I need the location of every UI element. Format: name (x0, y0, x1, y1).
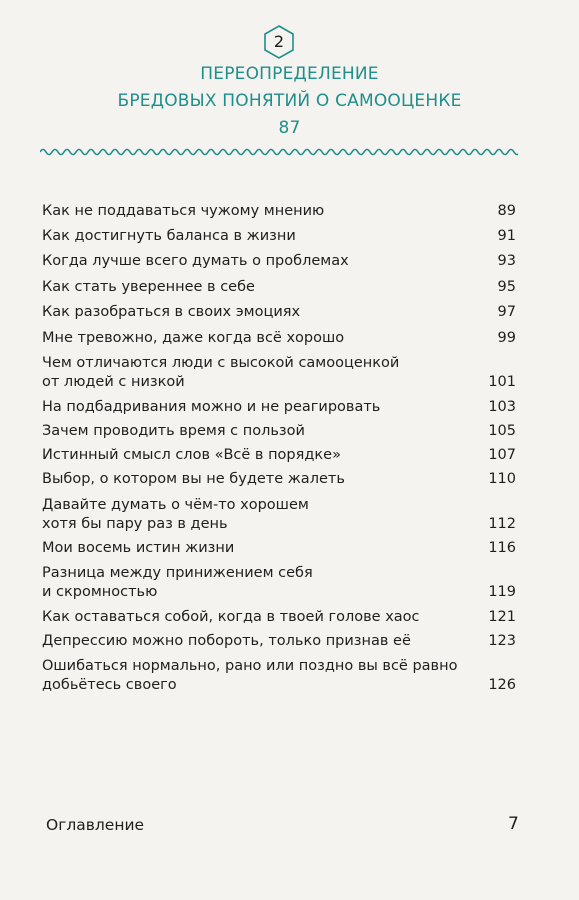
toc-entry-page: 107 (488, 447, 516, 463)
toc-entry[interactable] (42, 446, 516, 465)
toc-entry-title-line: Как разобраться в своих эмоциях (42, 304, 301, 320)
toc-entry-page: 112 (488, 516, 516, 532)
toc-entry-title-line: Как стать увереннее в себе (42, 279, 255, 295)
toc-entry-page: 101 (488, 374, 516, 390)
chapter-title-line-1: ПЕРЕОПРЕДЕЛЕНИЕ (200, 64, 379, 84)
toc-entry-page: 99 (497, 330, 516, 346)
chapter-title-line-2: БРЕДОВЫХ ПОНЯТИЙ О САМООЦЕНКЕ (117, 91, 462, 111)
toc-entry-page: 103 (488, 399, 516, 415)
toc-entry[interactable] (42, 539, 516, 558)
toc-entry[interactable] (42, 496, 516, 534)
chapter-number-hexagon (262, 24, 296, 60)
toc-entry-title-line: Как оставаться собой, когда в твоей голове хаос (42, 609, 420, 625)
toc-entry[interactable] (42, 632, 516, 651)
toc-entry-title-line: и скромностью (42, 584, 158, 600)
toc-entry-title-line: Мои восемь истин жизни (42, 540, 235, 556)
toc-entry-title-line: Как достигнуть баланса в жизни (42, 228, 296, 244)
toc-entry[interactable] (42, 354, 516, 392)
toc-entry-title-line: от людей с низкой (42, 374, 185, 390)
toc-entry-title-line: Ошибаться нормально, рано или поздно вы всё равно (42, 658, 458, 674)
toc-entry-page: 93 (497, 253, 516, 269)
toc-entry-title-line: Депрессию можно побороть, только признав её (42, 633, 411, 649)
toc-entry[interactable] (42, 422, 516, 441)
toc-entry[interactable] (42, 329, 516, 348)
toc-entry-page: 91 (497, 228, 516, 244)
toc-entry[interactable] (42, 252, 516, 271)
toc-entry-title-line: Давайте думать о чём-то хорошем (42, 497, 309, 513)
toc-entry-page: 110 (488, 471, 516, 487)
toc-entry-title-line: Чем отличаются люди с высокой самооценкой (42, 355, 400, 371)
toc-entry-title-line: Зачем проводить время с пользой (42, 423, 305, 439)
toc-entry-page: 126 (488, 677, 516, 693)
toc-entry-page: 97 (497, 304, 516, 320)
chapter-number: 2 (273, 32, 285, 51)
toc-entry-page: 119 (488, 584, 516, 600)
toc-entry-title-line: На подбадривания можно и не реагировать (42, 399, 381, 415)
toc-entry-title-line: Когда лучше всего думать о проблемах (42, 253, 349, 269)
toc-entry[interactable] (42, 608, 516, 627)
chapter-page: 87 (278, 118, 301, 138)
wave-divider (40, 146, 518, 158)
toc-entry[interactable] (42, 202, 516, 221)
toc-entry-page: 121 (488, 609, 516, 625)
toc-entry[interactable] (42, 278, 516, 297)
toc-entry-page: 116 (488, 540, 516, 556)
toc-entry[interactable] (42, 657, 516, 695)
toc-list (42, 196, 516, 695)
page-number: 7 (508, 814, 519, 834)
toc-entry-page: 95 (497, 279, 516, 295)
toc-entry-title-line: Разница между принижением себя (42, 565, 313, 581)
running-footer-label: Оглавление (46, 816, 145, 834)
toc-entry-title-line: добьётесь своего (42, 677, 177, 693)
toc-entry-page: 89 (497, 203, 516, 219)
toc-entry-title-line: Мне тревожно, даже когда всё хорошо (42, 330, 345, 346)
toc-entry-title-line: хотя бы пару раз в день (42, 516, 228, 532)
toc-entry-page: 123 (488, 633, 516, 649)
toc-entry[interactable] (42, 227, 516, 246)
toc-entry-title-line: Истинный смысл слов «Всё в порядке» (42, 447, 341, 463)
toc-entry[interactable] (42, 398, 516, 417)
wave-divider-icon (40, 146, 518, 158)
toc-entry-title-line: Как не поддаваться чужому мнению (42, 203, 325, 219)
toc-entry-title-line: Выбор, о котором вы не будете жалеть (42, 471, 345, 487)
toc-entry[interactable] (42, 564, 516, 602)
toc-entry[interactable] (42, 470, 516, 489)
toc-entry[interactable] (42, 303, 516, 322)
toc-entry-page: 105 (488, 423, 516, 439)
